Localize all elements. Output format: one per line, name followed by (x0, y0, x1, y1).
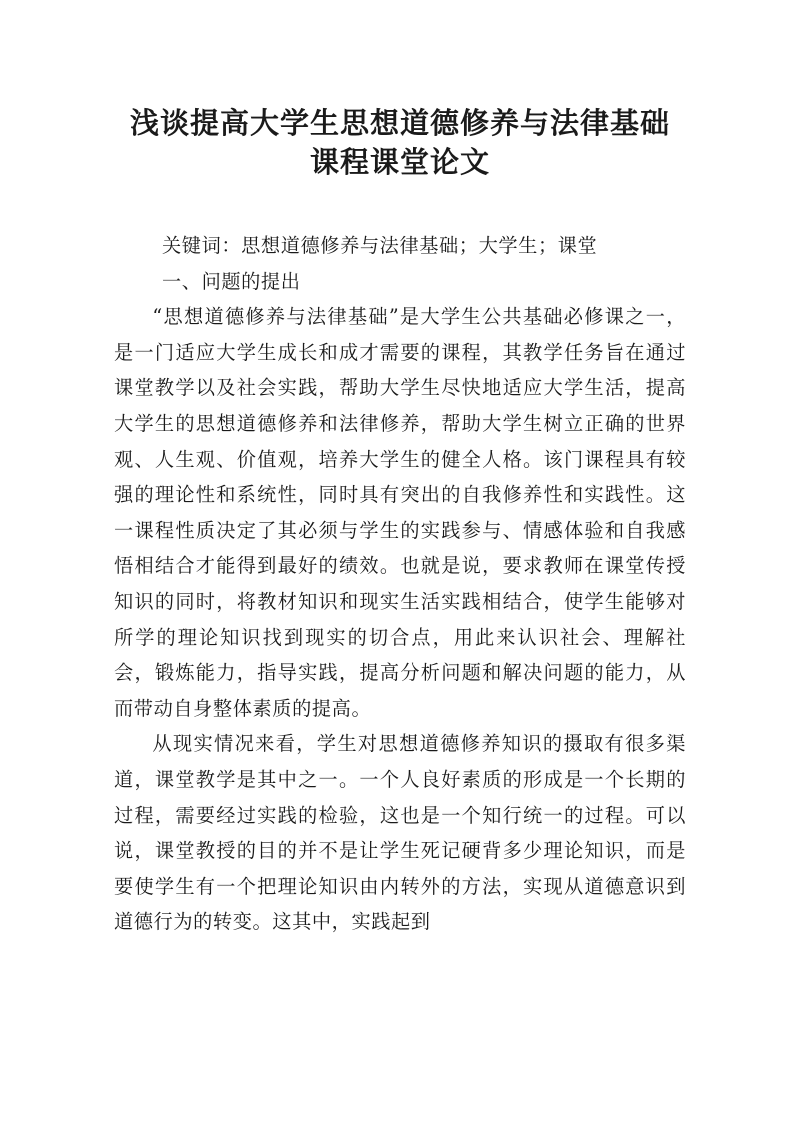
section-heading: 一、问题的提出 (162, 269, 301, 293)
body-paragraph-1: “思想道德修养与法律基础”是大学生公共基础必修课之一，是一门适应大学生成长和成才需要的课程，其教学任务旨在通过课堂教学以及社会实践，帮助大学生尽快地适应大学生活，提高大学生的思想道德修养和法律修养，帮助大学生树立正确的世界观、人生观、价值观，培养大学生的健全人格。该门课程具有较强的理论性和系统性，同时具有突出的自我修养性和实践性。这一课程性质决定了其必须与学生的实践参与、情感体验和自我感悟相结合才能得到最好的绩效。也就是说，要求教师在课堂传授知识的同时，将教材知识和现实生活实践相结合，使学生能够对所学的理论知识找到现实的切合点，用此来认识社会、理解社会，锻炼能力，指导实践，提高分析问题和解决问题的能力，从而带动自身整体素质的提高。 (114, 305, 686, 720)
document-body (114, 228, 686, 940)
body-paragraph-2: 从现实情况来看，学生对思想道德修养知识的摄取有很多渠道，课堂教学是其中之一。一个人良好素质的形成是一个长期的过程，需要经过实践的检验，这也是一个知行统一的过程。可以说，课堂教授的目的并不是让学生死记硬背多少理论知识，而是要使学生有一个把理论知识由内转外的方法，实现从道德意识到道德行为的转变。这其中，实践起到 (114, 732, 686, 934)
document-title-line-2: 课程课堂论文 (309, 145, 490, 179)
keywords-line: 关键词：思想道德修养与法律基础；大学生；课堂 (162, 234, 598, 257)
document-title-line-1: 浅谈提高大学生思想道德修养与法律基础 (129, 106, 670, 140)
